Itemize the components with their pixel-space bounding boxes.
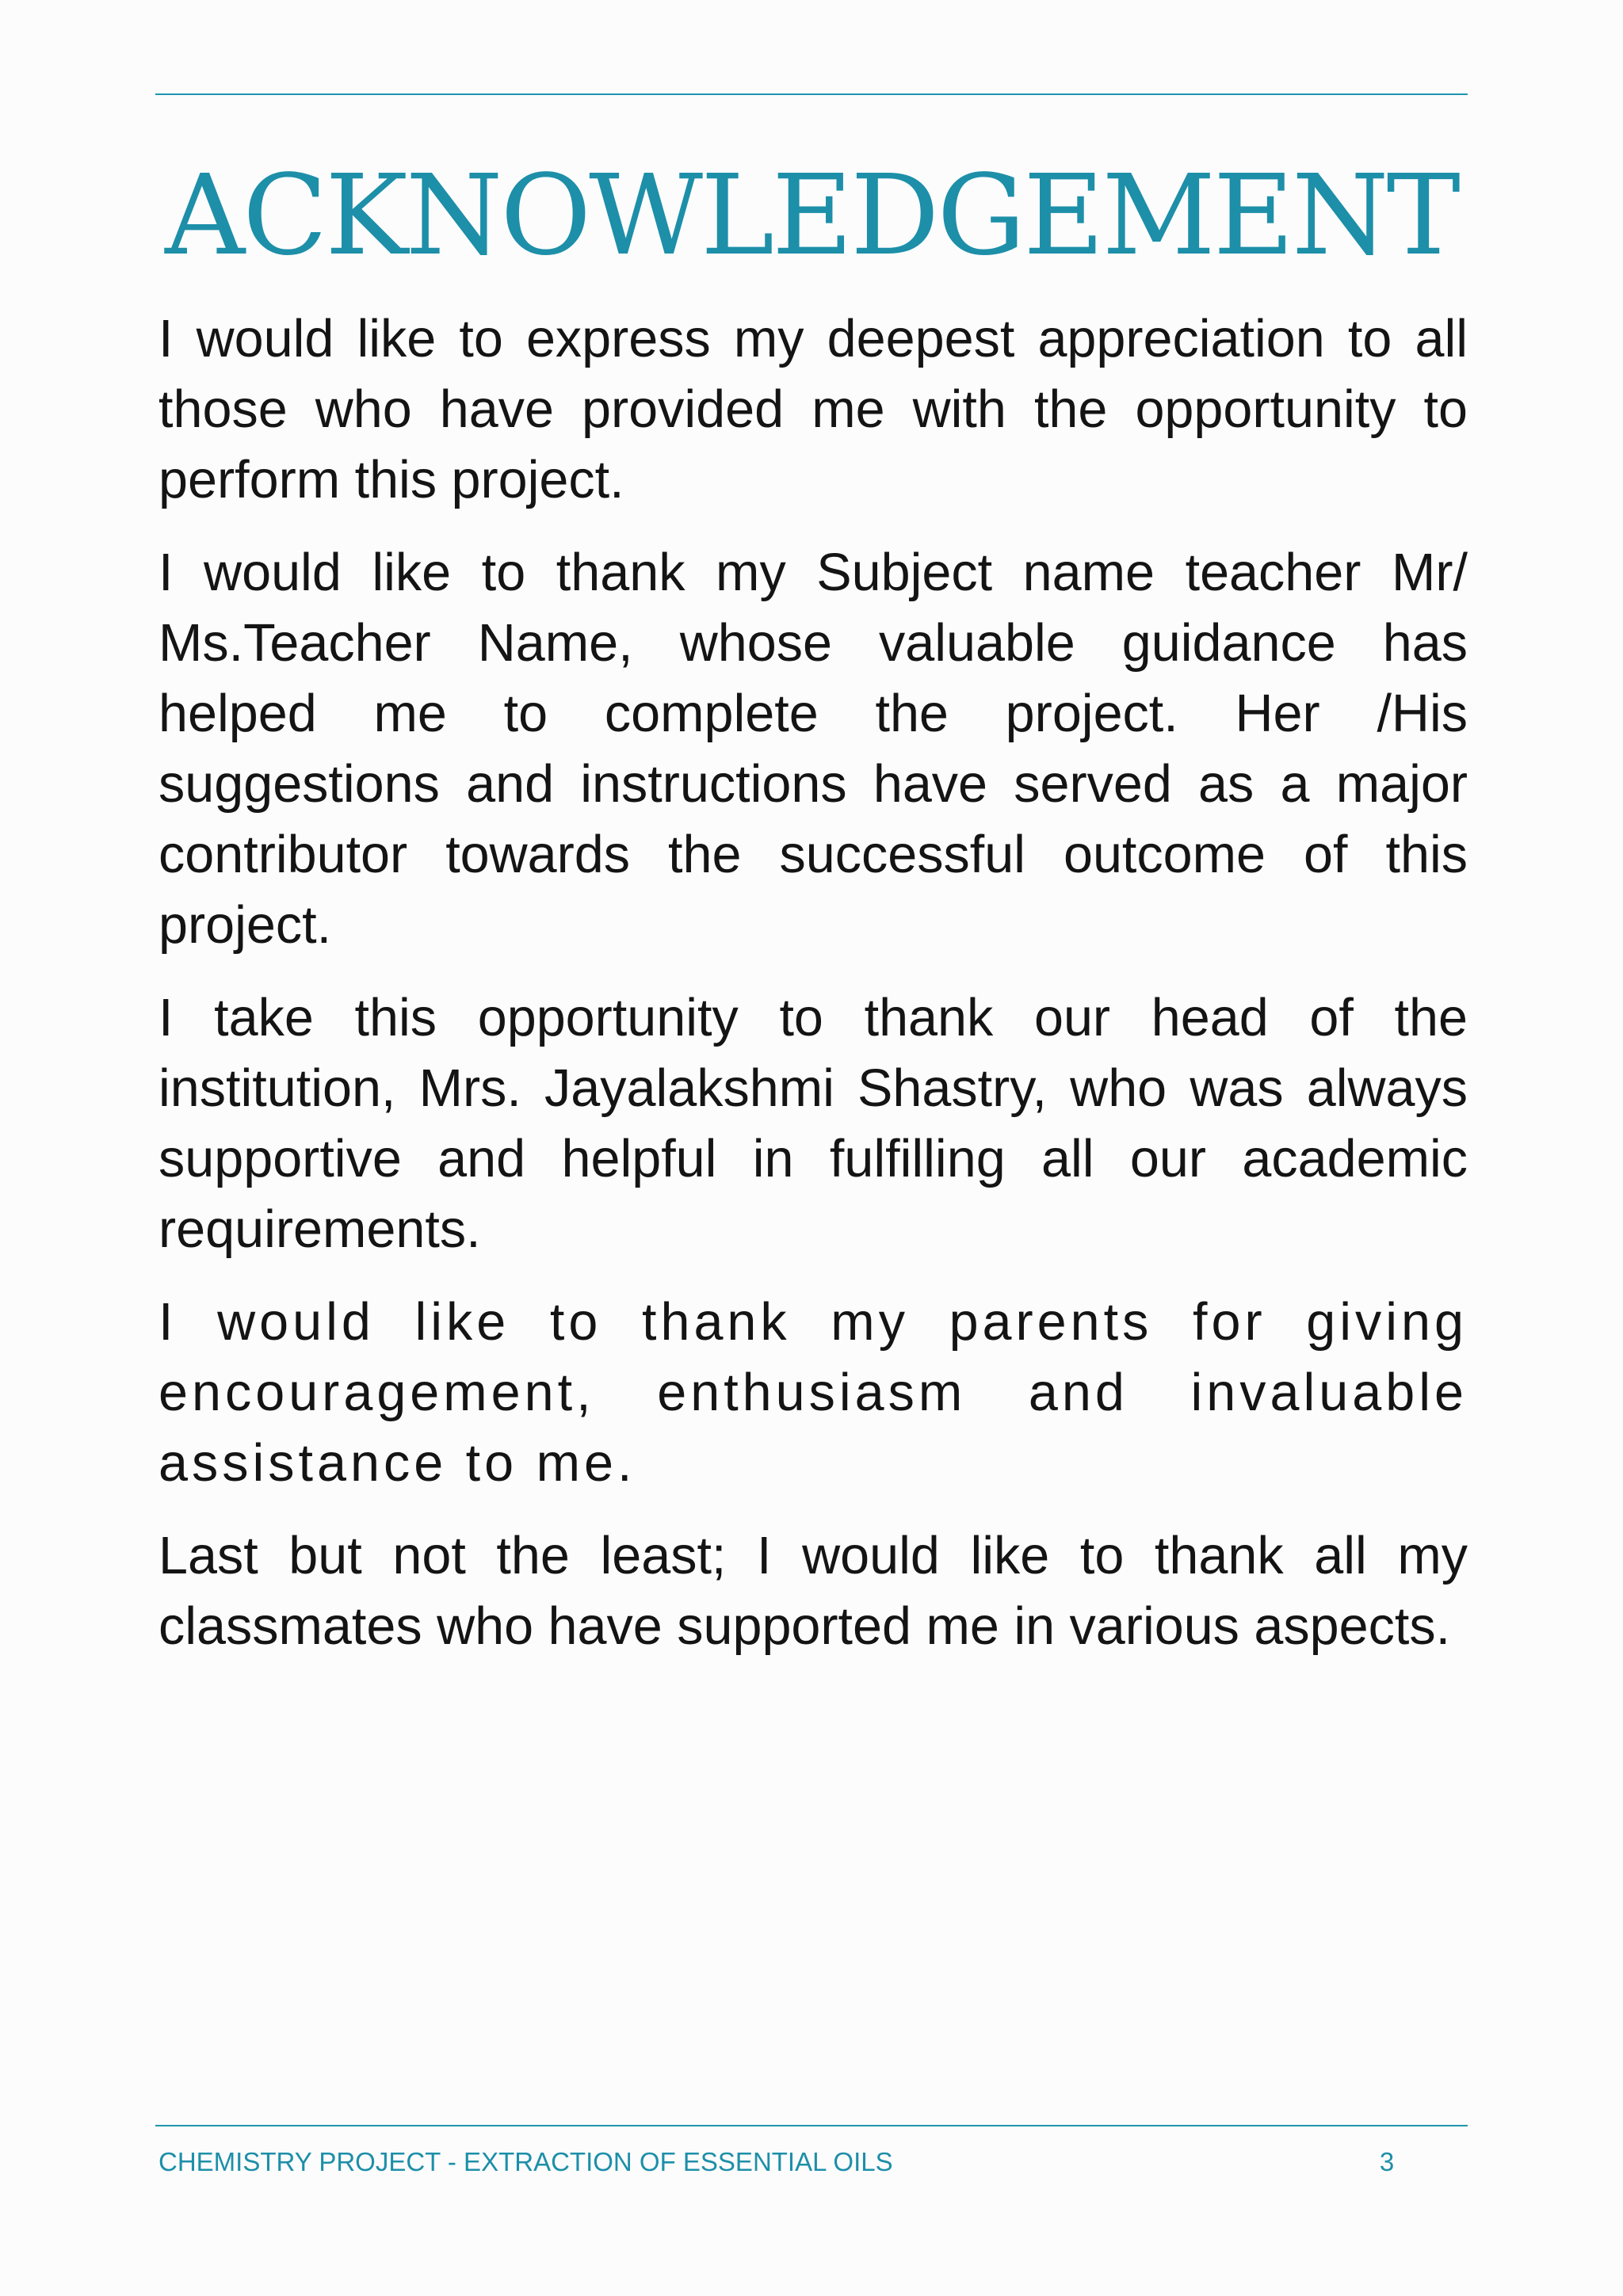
paragraph-institution-head: I take this opportunity to thank our head of the institution, Mrs. Jayalakshmi Shastry, who was always supportive and helpful in fulfilling all our academic requirements.	[158, 989, 1468, 1259]
paragraph-teacher: I would like to thank my Subject name teacher Mr/ Ms.Teacher Name, whose valuable guidance has helped me to complete the project. Her /His suggestions and instructions have served as a major contributor towards the successful outcome of this project.	[158, 543, 1468, 955]
footer-project-title: CHEMISTRY PROJECT - EXTRACTION OF ESSENTIAL OILS	[158, 2147, 893, 2176]
footer-rule	[155, 2125, 1468, 2126]
page-title: ACKNOWLEDGEMENT	[165, 151, 1458, 280]
paragraph-classmates: Last but not the least; I would like to thank all my classmates who have supported me in various aspects.	[158, 1527, 1468, 1656]
header-rule	[155, 93, 1468, 95]
page-number: 3	[1379, 2147, 1395, 2176]
paragraph-parents: I would like to thank my parents for giving encouragement, enthusiasm and invaluable assistance to me.	[158, 1293, 1468, 1493]
paragraph-appreciation: I would like to express my deepest appreciation to all those who have provided me with the opportunity to perform this project.	[158, 310, 1468, 509]
acknowledgement-body	[158, 304, 1468, 1684]
